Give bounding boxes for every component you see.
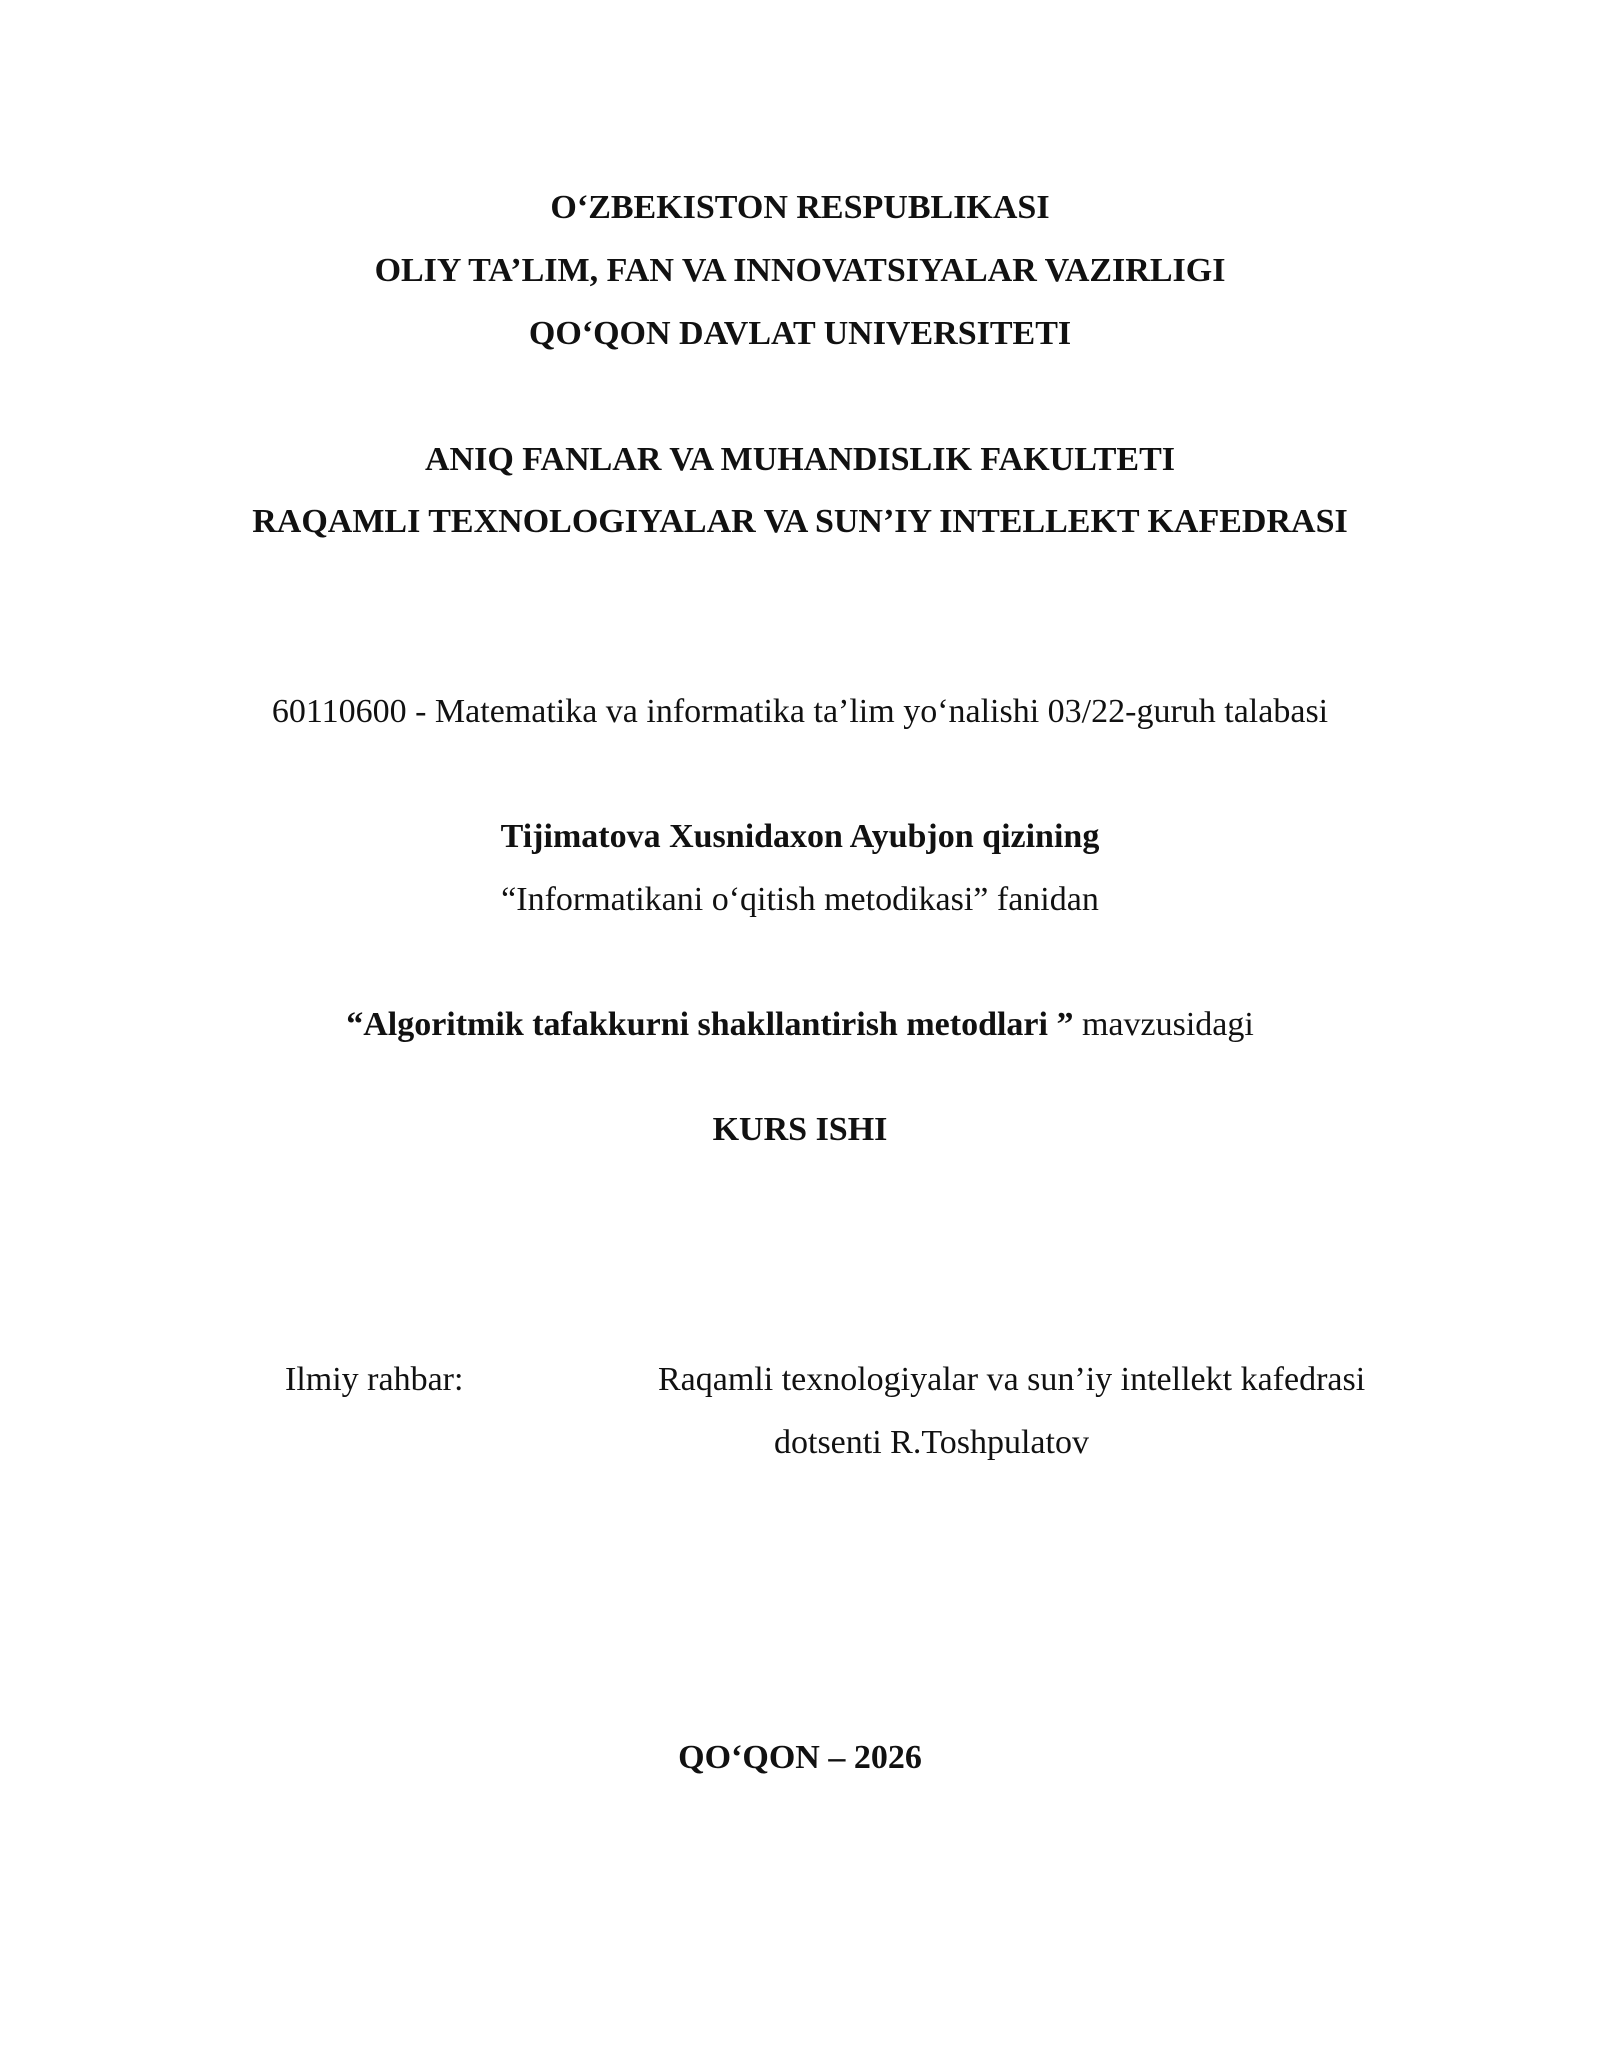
faculty-title: ANIQ FANLAR VA MUHANDISLIK FAKULTETI xyxy=(424,441,1176,478)
topic-suffix: mavzusidagi xyxy=(1073,1006,1254,1043)
country-title: O‘ZBEKISTON RESPUBLIKASI xyxy=(550,189,1050,226)
topic-title: “Algoritmik tafakkurni shakllantirish metodlari ” xyxy=(346,1006,1074,1043)
department-title: RAQAMLI TEXNOLOGIYALAR VA SUN’IY INTELLEKT KAFEDRASI xyxy=(252,503,1348,540)
student-name: Tijimatova Xusnidaxon Ayubjon qizining xyxy=(500,818,1100,855)
ministry-title: OLIY TA’LIM, FAN VA INNOVATSIYALAR VAZIRLIGI xyxy=(374,252,1226,289)
topic-line xyxy=(0,1005,1600,1045)
university-title: QO‘QON DAVLAT UNIVERSITETI xyxy=(528,315,1072,352)
subject-line: “Informatikani o‘qitish metodikasi” fanidan xyxy=(501,881,1099,918)
program-line: 60110600 - Matematika va informatika ta’lim yo‘nalishi 03/22-guruh talabasi xyxy=(271,693,1329,730)
city-year: QO‘QON – 2026 xyxy=(678,1739,922,1776)
supervisor-label: Ilmiy rahbar: xyxy=(285,1361,464,1398)
supervisor-department: Raqamli texnologiyalar va sun’iy intellekt kafedrasi xyxy=(658,1361,1366,1398)
work-type: KURS ISHI xyxy=(712,1111,888,1148)
supervisor-name: dotsenti R.Toshpulatov xyxy=(774,1424,1089,1461)
